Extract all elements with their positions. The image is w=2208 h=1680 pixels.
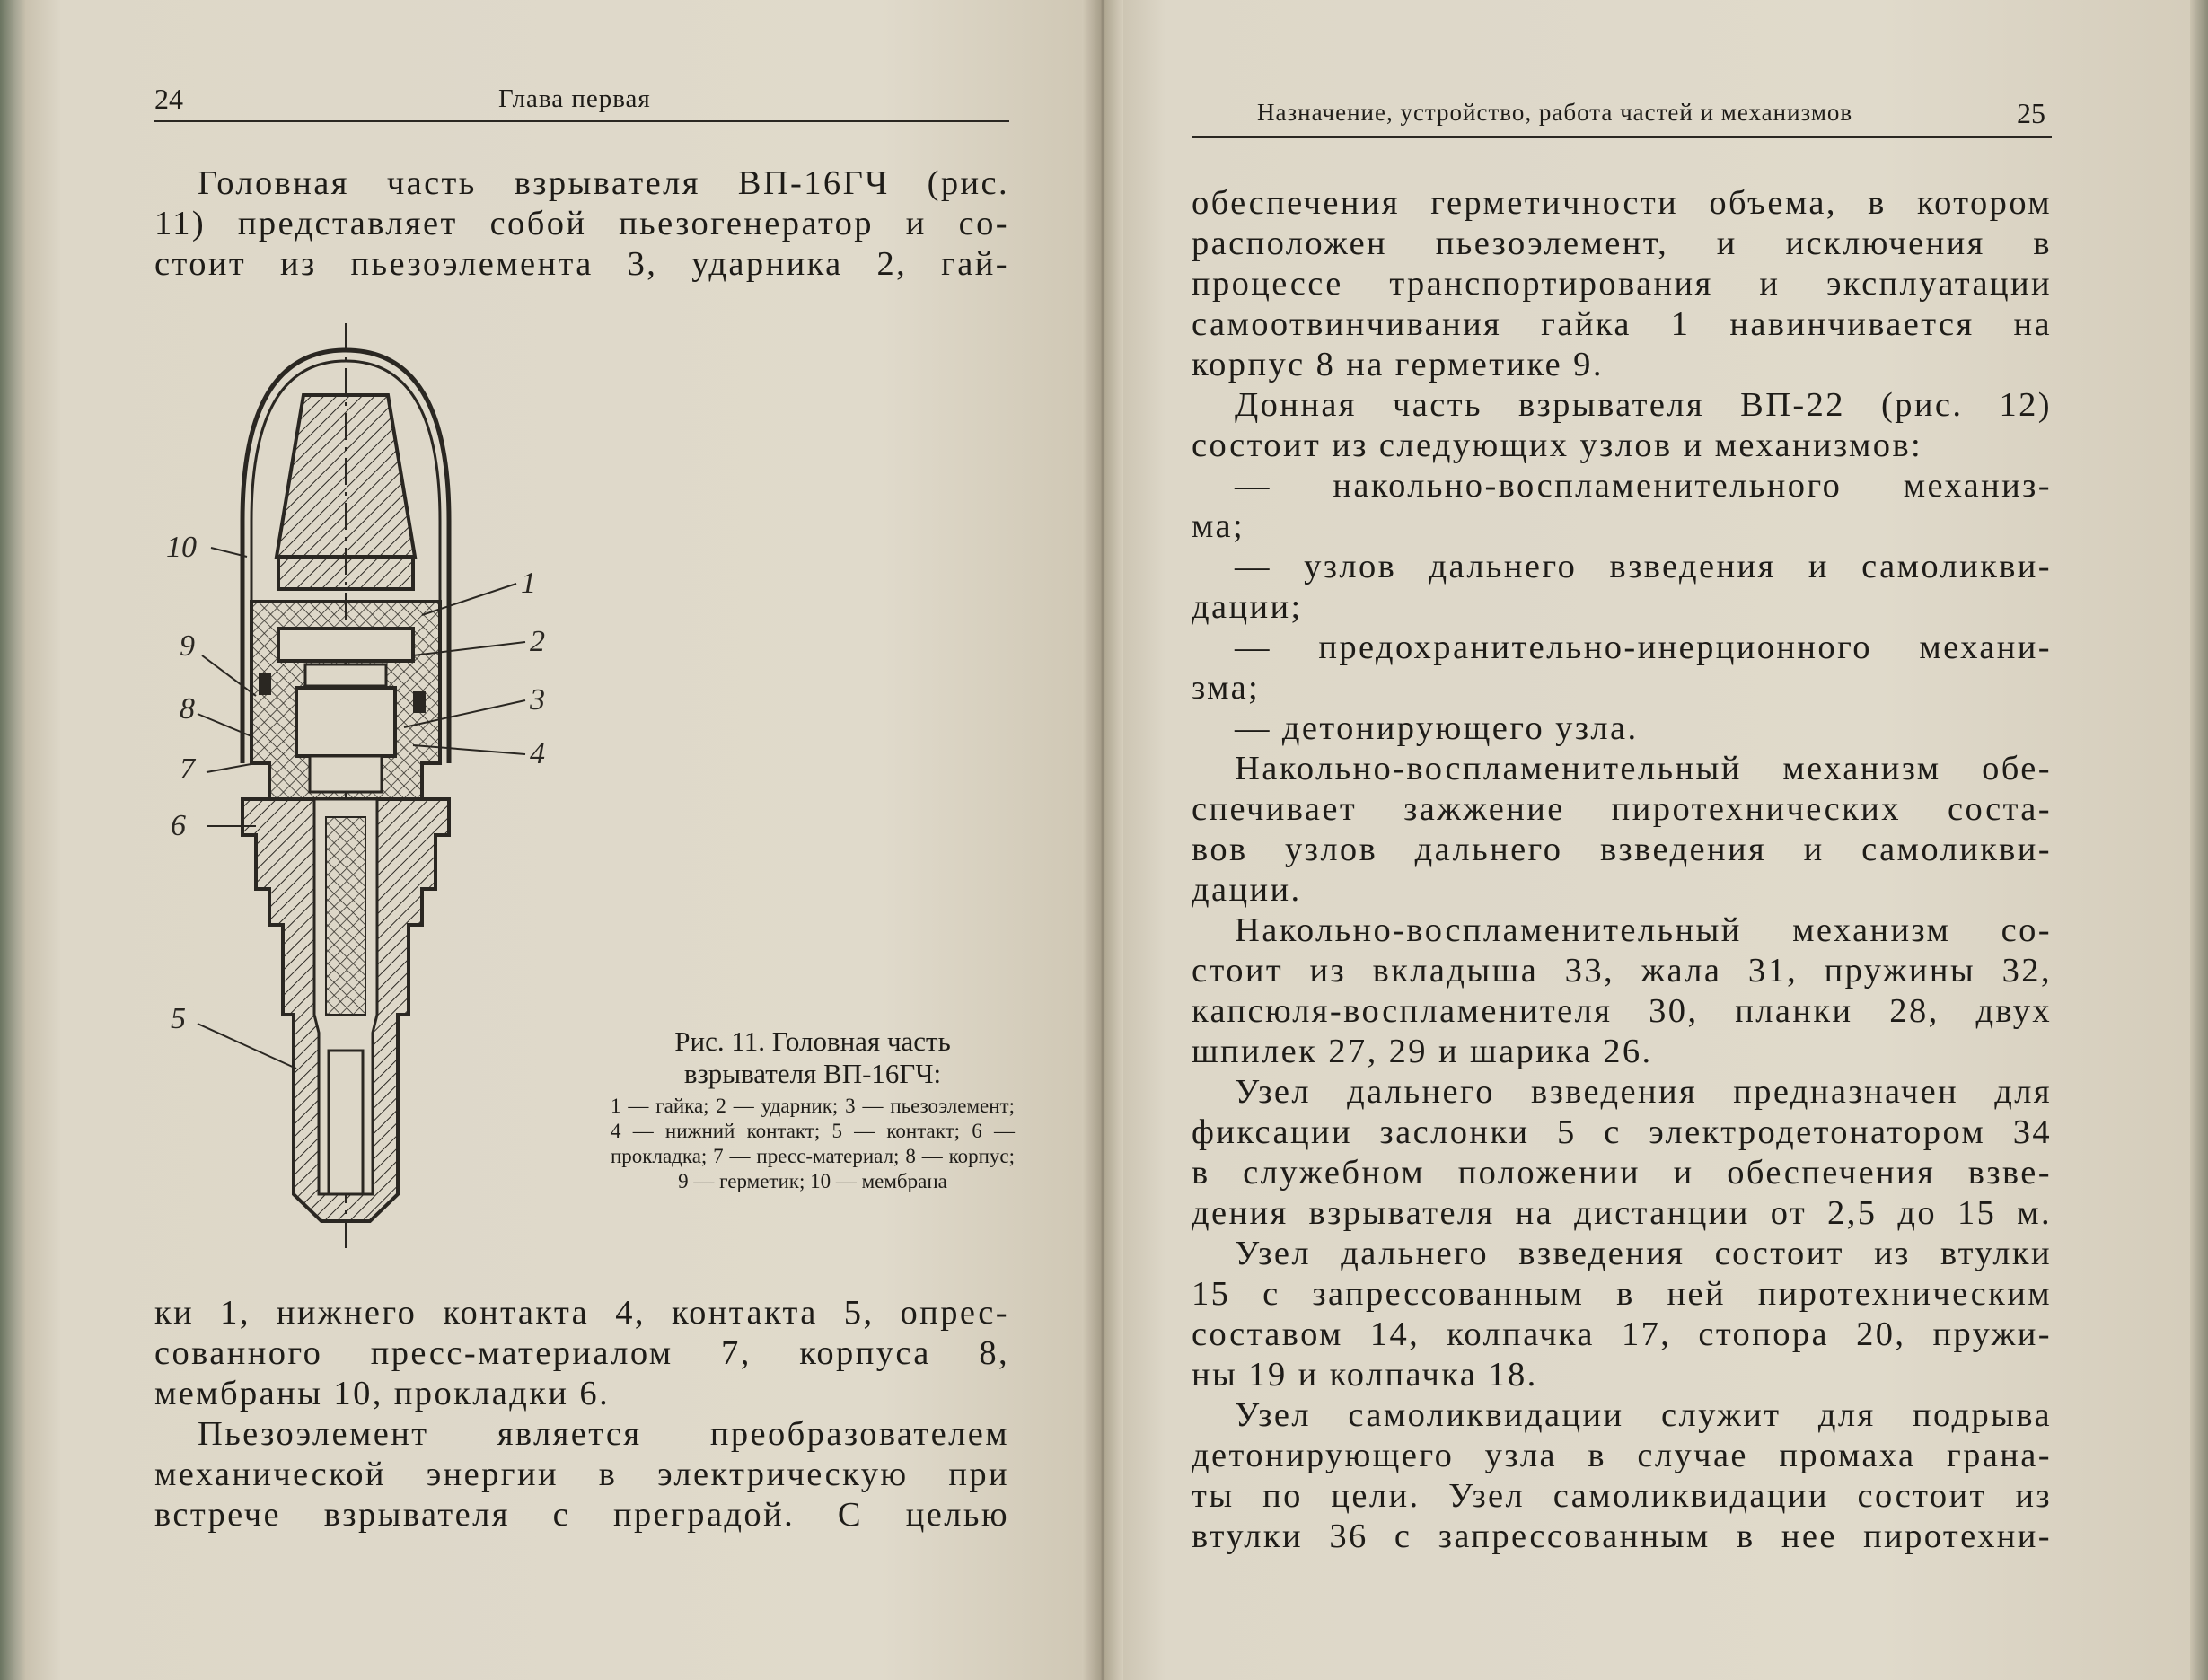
text-line: фиксации заслонки 5 с электродетонатором 34 bbox=[1192, 1113, 2052, 1151]
text-line: 11) представляет собой пьезогенератор и со- bbox=[154, 205, 1009, 242]
text-line: ма; bbox=[1192, 507, 1245, 545]
text-line: втулки 36 с запрессованным в нее пиротехни- bbox=[1192, 1517, 2052, 1555]
text-line: составом 14, колпачка 17, стопора 20, пружи- bbox=[1192, 1315, 2052, 1353]
left-running-header: Глава первая bbox=[498, 84, 651, 113]
text-line: стоит из пьезоэлемента 3, ударника 2, гай- bbox=[154, 245, 1009, 283]
text-line: состоит из следующих узлов и механизмов: bbox=[1192, 427, 1923, 464]
text-line: дации; bbox=[1192, 588, 1303, 626]
book-edge-right bbox=[2190, 0, 2208, 1680]
text-line: дения взрывателя на дистанции от 2,5 до 15 м. bbox=[1192, 1194, 2052, 1232]
text-line: Пьезоэлемент является преобразователем bbox=[198, 1415, 1009, 1453]
text-line: — накольно-воспламенительного механиз- bbox=[1235, 467, 2052, 505]
text-line: самоотвинчивания гайка 1 навинчивается на bbox=[1192, 305, 2052, 343]
right-page-body bbox=[1192, 183, 2052, 1557]
contact-pin bbox=[329, 1051, 363, 1194]
text-line: ки 1, нижнего контакта 4, контакта 5, опрес- bbox=[154, 1294, 1009, 1332]
label-10: 10 bbox=[166, 531, 197, 564]
text-line: встрече взрывателя с преградой. С целью bbox=[154, 1496, 1009, 1534]
label-3: 3 bbox=[530, 683, 545, 717]
text-line: корпус 8 на герметике 9. bbox=[1192, 346, 1604, 383]
text-line: процессе транспортирования и эксплуатации bbox=[1192, 265, 2052, 303]
label-8: 8 bbox=[180, 692, 195, 726]
text-line: — предохранительно-инерционного механи- bbox=[1235, 629, 2052, 666]
piezo-element bbox=[296, 688, 395, 756]
right-page-number: 25 bbox=[2017, 97, 2045, 129]
text-line: Узел самоликвидации служит для подрыва bbox=[1235, 1396, 2052, 1434]
left-paragraph-3 bbox=[154, 1414, 1009, 1535]
text-line: спечивает зажжение пиротехнических соста- bbox=[1192, 790, 2052, 828]
text-line: капсюля-воспламенителя 30, планки 28, двух bbox=[1192, 992, 2052, 1030]
text-line: стоит из вкладыша 33, жала 31, пружины 32, bbox=[1192, 952, 2052, 990]
text-line: Головная часть взрывателя ВП-16ГЧ (рис. bbox=[198, 164, 1009, 202]
text-line: Узел дальнего взведения предназначен для bbox=[1235, 1073, 2052, 1111]
press-material bbox=[326, 817, 365, 1015]
caption-title: Рис. 11. Головная часть взрывателя ВП-16ГЧ: bbox=[674, 1025, 951, 1089]
text-line: — детонирующего узла. bbox=[1235, 709, 1639, 747]
label-2: 2 bbox=[530, 625, 545, 658]
label-7: 7 bbox=[180, 752, 195, 786]
left-page-number: 24 bbox=[154, 83, 183, 115]
right-header-rule bbox=[1192, 136, 2052, 138]
label-5: 5 bbox=[171, 1002, 186, 1035]
text-line: ты по цели. Узел самоликвидации состоит из bbox=[1192, 1477, 2052, 1515]
label-4: 4 bbox=[530, 737, 545, 770]
label-9: 9 bbox=[180, 629, 195, 663]
text-line: зма; bbox=[1192, 669, 1261, 707]
left-paragraph-1 bbox=[154, 163, 1009, 285]
right-running-header: Назначение, устройство, работа частей и механизмов bbox=[1257, 99, 1853, 126]
book-edge-left bbox=[0, 0, 27, 1680]
text-line: расположен пьезоэлемент, и исключения в bbox=[1192, 224, 2052, 262]
text-line: обеспечения герметичности объема, в котором bbox=[1192, 184, 2052, 222]
text-line: Донная часть взрывателя ВП-22 (рис. 12) bbox=[1235, 386, 2052, 424]
label-1: 1 bbox=[521, 567, 536, 600]
text-line: детонирующего узла в случае промаха грана- bbox=[1192, 1437, 2052, 1474]
text-line: мембраны 10, прокладки 6. bbox=[154, 1375, 611, 1412]
book-gutter bbox=[1082, 0, 1123, 1680]
text-line: Узел дальнего взведения состоит из втулки bbox=[1235, 1235, 2052, 1272]
text-line: дации. bbox=[1192, 871, 1302, 909]
text-line: сованного пресс-материалом 7, корпуса 8, bbox=[154, 1334, 1009, 1372]
left-header-rule bbox=[154, 120, 1009, 122]
text-line: Накольно-воспламенительный механизм обе- bbox=[1235, 750, 2052, 787]
text-line: механической энергии в электрическую при bbox=[154, 1456, 1009, 1493]
fuze-drawing bbox=[144, 296, 593, 1266]
text-line: — узлов дальнего взведения и самоликви- bbox=[1235, 548, 2052, 585]
striker-cone bbox=[277, 395, 415, 557]
caption-body: 1 — гайка; 2 — ударник; 3 — пьезоэлемент; 4 — нижний контакт; 5 — контакт; 6 — прокладка; 7 — пресс-материал; 8 — корпус; 9 — герметик; 10 — мембрана bbox=[611, 1095, 1015, 1192]
label-6: 6 bbox=[171, 809, 186, 842]
text-line: в служебном положении и обеспечения взве- bbox=[1192, 1154, 2052, 1192]
text-line: 15 с запрессованным в ней пиротехническим bbox=[1192, 1275, 2052, 1313]
text-line: ны 19 и колпачка 18. bbox=[1192, 1356, 1538, 1394]
left-paragraph-2 bbox=[154, 1293, 1009, 1414]
text-line: Накольно-воспламенительный механизм со- bbox=[1235, 911, 2052, 949]
text-line: шпилек 27, 29 и шарика 26. bbox=[1192, 1033, 1653, 1070]
figure-caption bbox=[611, 1025, 1015, 1194]
text-line: вов узлов дальнего взведения и самоликви- bbox=[1192, 831, 2052, 868]
